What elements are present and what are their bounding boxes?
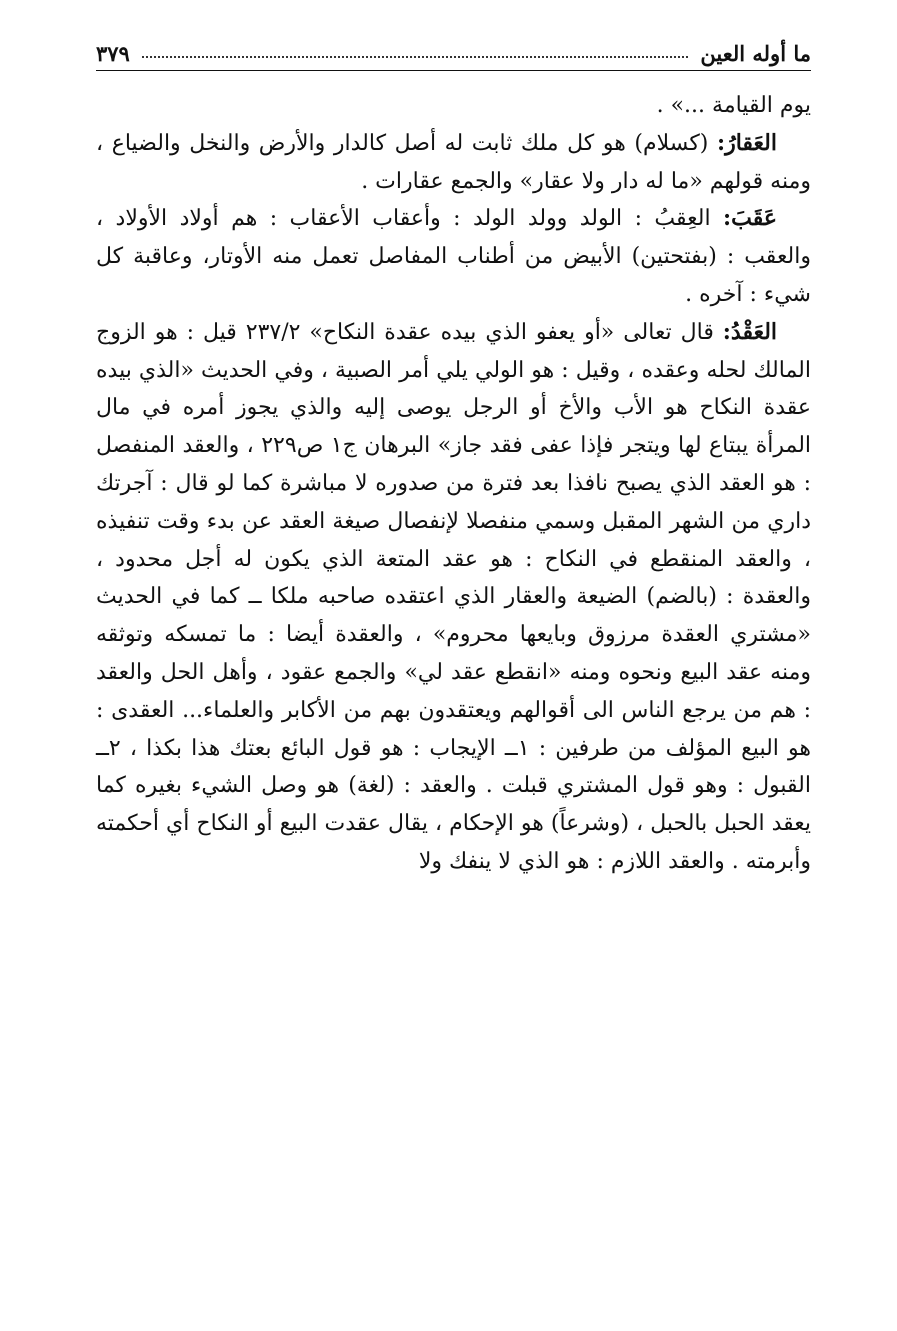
entry-aqar (96, 125, 811, 201)
page-body (96, 87, 811, 881)
entry-aqd (96, 314, 811, 881)
paragraph-text: قال تعالى «أو يعفو الذي بيده عقدة النكاح» ٢٣٧/٢ قيل : هو الزوج المالك لحله وعقده ، وقيل : هو الولي يلي أمر الصبية ، وفي الحديث «الذي بيده عقدة النكاح هو الأب والأخ أو الرجل يوصى إليه والذي يجوز أمره في مال المرأة يبتاع لها ويتجر فإذا عفى فقد جاز» البرهان ج١ ص٢٢٩ ، والعقد المنفصل : هو العقد الذي يصبح نافذا بعد فترة من صدوره لا مباشرة كما لو قال : آجرتك داري من الشهر المقبل وسمي منفصلا لإنفصال صيغة العقد عن بدء وقت تنفيذه ، والعقد المنقطع في النكاح : هو عقد المتعة الذي يكون له أجل محدود ، والعقدة : (بالضم) الضيعة والعقار الذي اعتقده صاحبه ملكا ــ كما في الحديث «مشتري العقدة مرزوق وبايعها محروم» ، والعقدة أيضا : ما تمسكه وتوثقه ومنه عقد البيع ونحوه ومنه «انقطع عقد لي» والجمع عقود ، وأهل الحل والعقد : هم من يرجع الناس الى أقوالهم ويعتقدون بهم من الأكابر والعلماء... العقدى : هو البيع المؤلف من طرفين : ١ــ الإيجاب : هو قول البائع بعتك هذا بكذا ، ٢ــ القبول : وهو قول المشتري قبلت . والعقد : (لغة) هو وصل الشيء بغيره كما يعقد الحبل بالحبل ، (وشرعاً) هو الإحكام ، يقال عقدت البيع أو النكاح أي أحكمته وأبرمته . والعقد اللازم : هو الذي لا ينفك ولا (96, 319, 812, 874)
headword: العَقْدُ: (722, 318, 778, 345)
section-title: ما أوله العين (700, 40, 811, 66)
leader-dots (142, 56, 689, 58)
paragraph-text: العِقبُ : الولد وولد الولد : وأعقاب الأعقاب : هم أولاد الأولاد ، والعقب : (بفتحتين) الأبيض من أطناب المفاصل تعمل منه الأوتار، وعاقبة كل شيء : آخره . (96, 206, 811, 307)
paragraph-text: (كسلام) هو كل ملك ثابت له أصل كالدار والأرض والنخل والضياع ، ومنه قولهم «ما له دار ولا عقار» والجمع عقارات . (96, 130, 811, 194)
page-number: ٣٧٩ (96, 40, 130, 66)
paragraph-text: يوم القيامة ...» . (656, 93, 811, 118)
paragraph-continuation (96, 87, 811, 125)
running-header (96, 36, 811, 71)
book-page (96, 36, 811, 881)
headword: العَقارُ: (716, 129, 777, 156)
entry-aqab (96, 200, 811, 313)
headword: عَقَبَ: (723, 205, 777, 232)
